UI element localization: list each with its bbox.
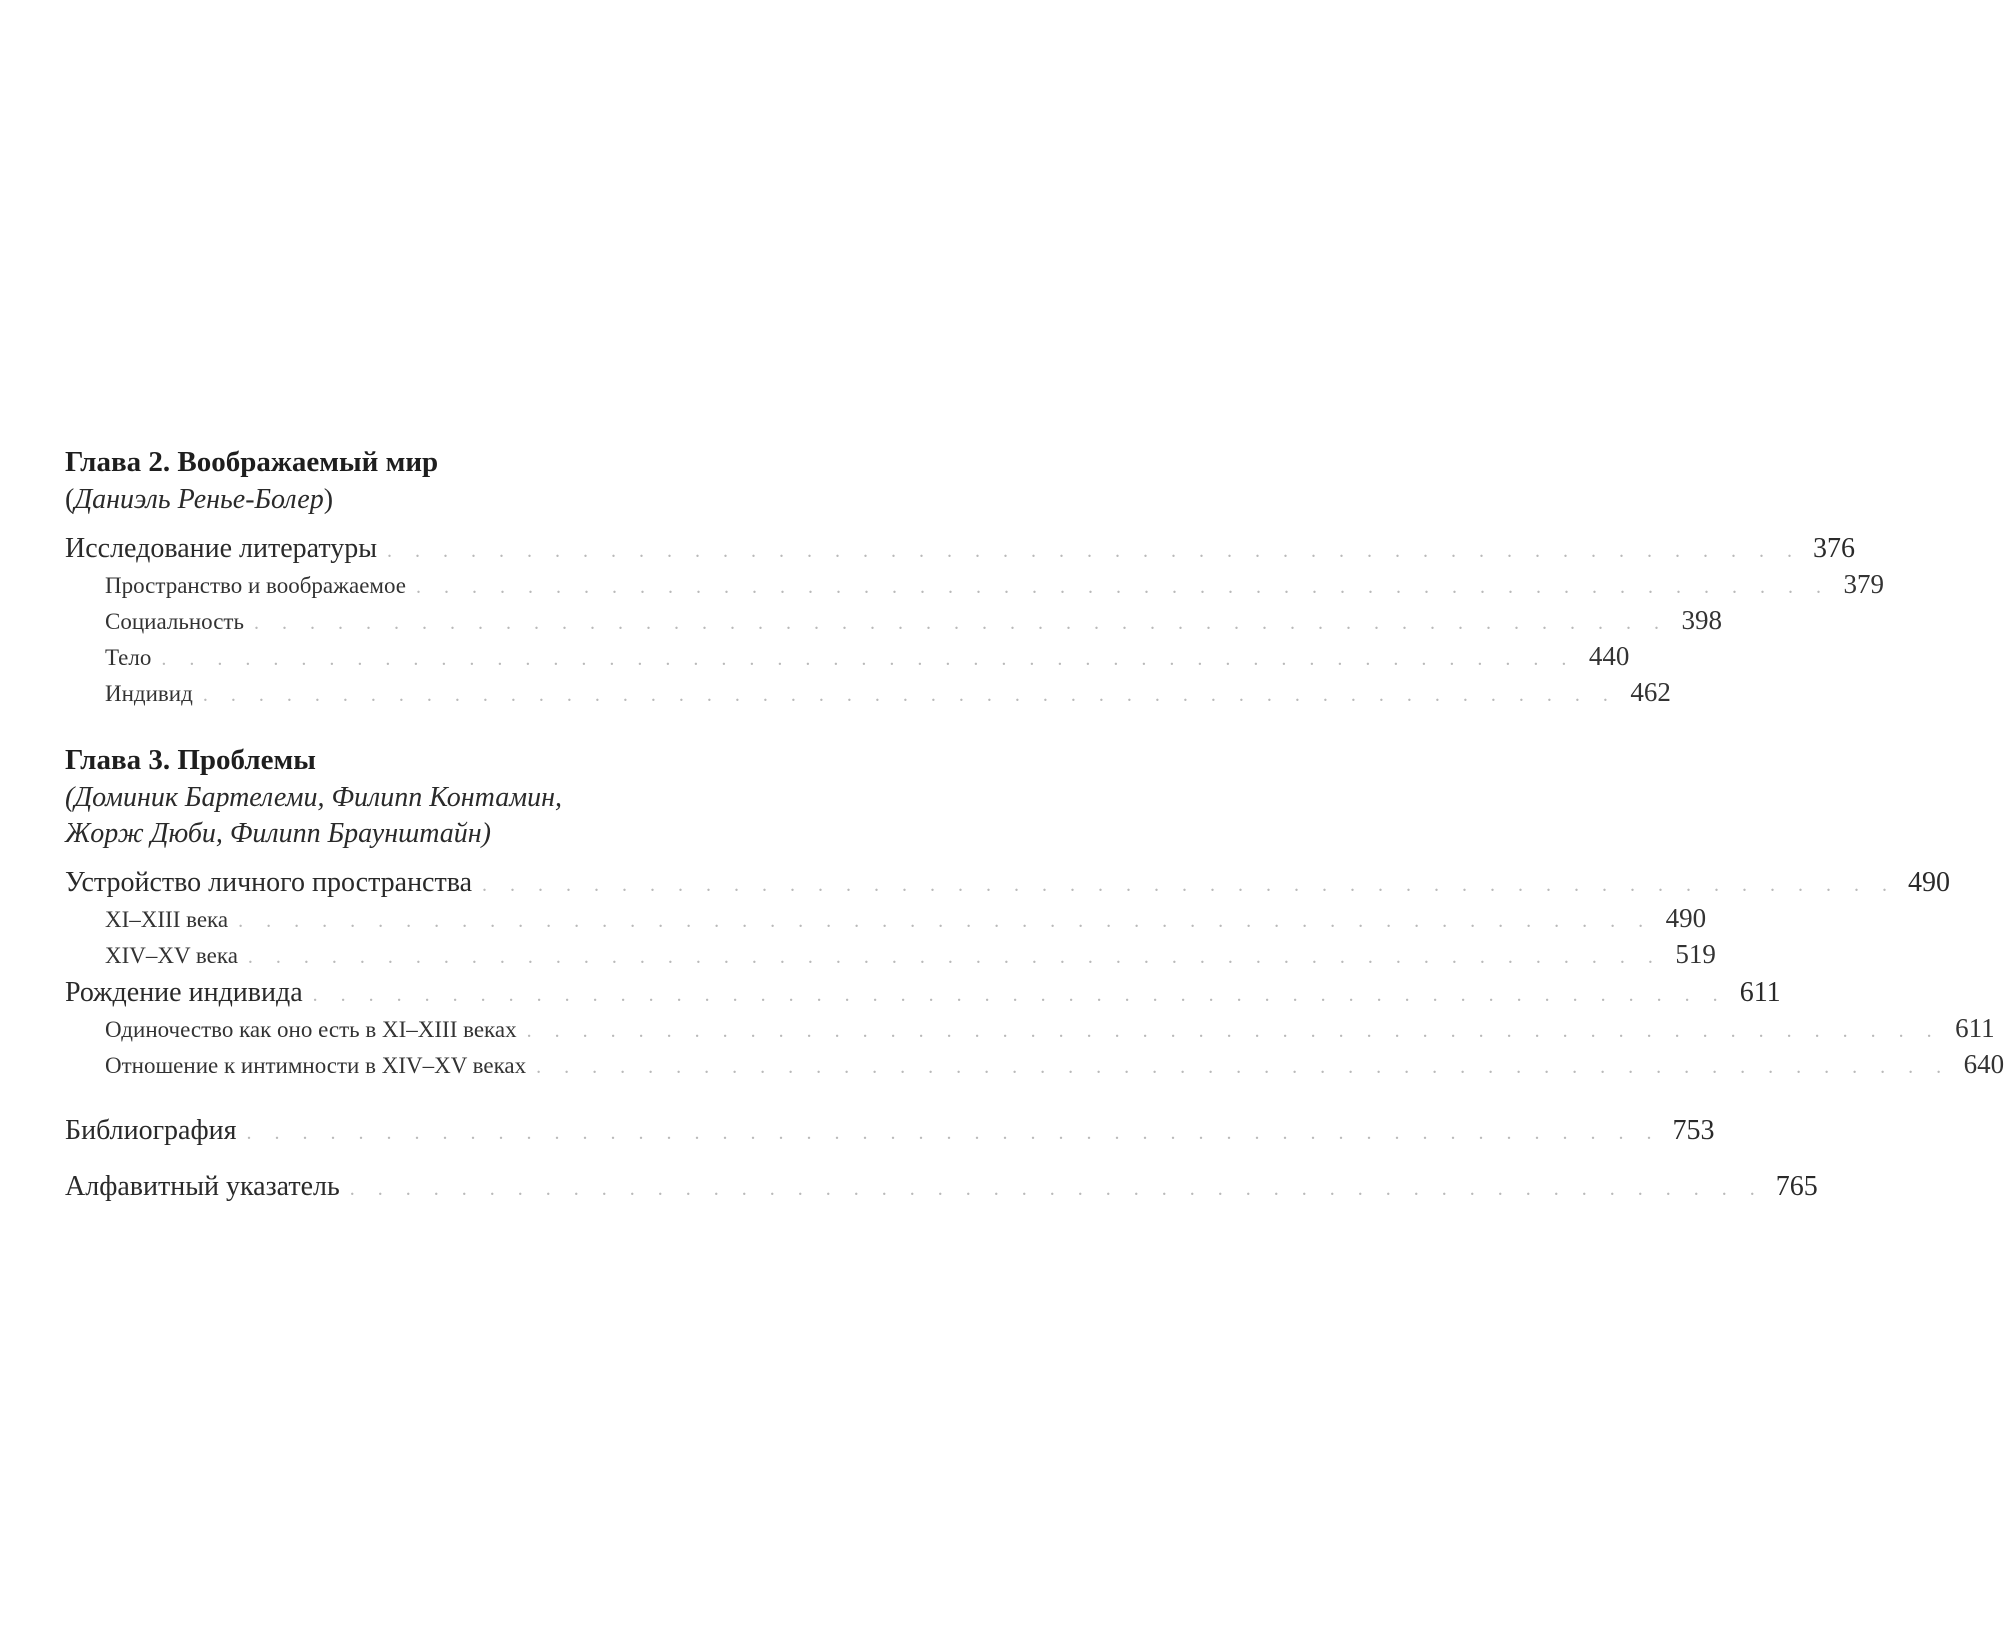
toc-subentry[interactable] — [65, 938, 1716, 974]
dot-leader: . . . . . . . . . . . . . . . . . . . . . . . . . . . . . . . . . . . . . . . . . . . . . . . . . . . — [536, 1056, 1951, 1078]
dot-leader: . . . . . . . . . . . . . . . . . . . . . . . . . . . . . . . . . . . . . . . . . . . . . . . . . . . — [246, 1122, 1661, 1144]
toc-entry-index[interactable] — [65, 1170, 1818, 1206]
toc-entry-label: Одиночество как оно есть в XI–XIII веках — [105, 1017, 517, 1042]
authors-line: Даниэль Ренье-Болер — [74, 484, 324, 515]
toc-subentry[interactable] — [65, 640, 1630, 676]
toc-entry-page: 640 — [1963, 1049, 2004, 1079]
authors-close-paren: ) — [323, 484, 334, 515]
toc-entry[interactable] — [65, 976, 1781, 1012]
dot-leader: . . . . . . . . . . . . . . . . . . . . . . . . . . . . . . . . . . . . . . . . . . . . . . . . . . . — [202, 684, 1617, 706]
back-matter — [65, 1114, 1818, 1206]
toc-entry-page: 611 — [1739, 977, 1781, 1008]
chapter-authors — [65, 482, 880, 518]
toc-subentry[interactable] — [65, 902, 1707, 938]
toc-entry[interactable] — [65, 532, 1856, 568]
toc-subentry[interactable] — [65, 1048, 2004, 1084]
toc-entry-page: 519 — [1675, 939, 1716, 969]
dot-leader: . . . . . . . . . . . . . . . . . . . . . . . . . . . . . . . . . . . . . . . . . . . . . . . . . . . — [247, 946, 1662, 968]
toc-subentry[interactable] — [65, 568, 1884, 604]
toc-entry-page: 490 — [1665, 903, 1707, 933]
toc-subentry[interactable] — [65, 676, 1671, 712]
toc-entry-label: XI–XIII века — [105, 907, 229, 932]
toc-subentry[interactable] — [65, 604, 1722, 640]
toc-entry-label: Тело — [105, 645, 152, 670]
dot-leader: . . . . . . . . . . . . . . . . . . . . . . . . . . . . . . . . . . . . . . . . . . . . . . . . . . . — [349, 1178, 1764, 1200]
toc-subentry[interactable] — [65, 1012, 1995, 1048]
authors-line: Жорж Дюби, Филипп Браунштайн) — [65, 818, 492, 849]
toc-entry-label: Пространство и воображаемое — [105, 573, 406, 598]
chapter-title: Глава 2. Воображаемый мир — [65, 446, 439, 478]
dot-leader: . . . . . . . . . . . . . . . . . . . . . . . . . . . . . . . . . . . . . . . . . . . . . . . . . . . — [312, 984, 1727, 1006]
authors-line: (Доминик Бартелеми, Филипп Контамин, — [65, 782, 562, 813]
dot-leader: . . . . . . . . . . . . . . . . . . . . . . . . . . . . . . . . . . . . . . . . . . . . . . . . . . . — [161, 648, 1576, 670]
toc-entry-page: 376 — [1813, 533, 1856, 564]
dot-leader: . . . . . . . . . . . . . . . . . . . . . . . . . . . . . . . . . . . . . . . . . . . . . . . . . . . — [387, 540, 1802, 562]
toc-entry-label: Индивид — [105, 681, 193, 706]
toc-entry-page: 753 — [1672, 1115, 1715, 1146]
toc-entry-label: Отношение к интимности в XIV–XV веках — [105, 1053, 527, 1078]
toc-entry-label: Исследование литературы — [65, 533, 378, 564]
toc-entry-page: 765 — [1775, 1171, 1818, 1202]
chapter-title: Глава 3. Проблемы — [65, 744, 316, 776]
dot-leader: . . . . . . . . . . . . . . . . . . . . . . . . . . . . . . . . . . . . . . . . . . . . . . . . . . . — [238, 910, 1653, 932]
toc-entry-label: Библиография — [65, 1115, 237, 1146]
toc-entry-label: Социальность — [105, 609, 244, 634]
toc-entry-page: 379 — [1843, 569, 1884, 599]
chapter-authors — [65, 780, 880, 852]
toc-entry-page: 490 — [1908, 867, 1950, 898]
toc-entry-page: 440 — [1588, 641, 1630, 671]
toc-entry-page: 398 — [1681, 605, 1722, 635]
toc-entry-bibliography[interactable] — [65, 1114, 1715, 1150]
dot-leader: . . . . . . . . . . . . . . . . . . . . . . . . . . . . . . . . . . . . . . . . . . . . . . . . . . . — [526, 1020, 1941, 1042]
toc-entry-label: XIV–XV века — [105, 943, 238, 968]
toc-entry-label: Устройство личного пространства — [65, 867, 472, 898]
chapter-entries — [65, 532, 1884, 712]
chapter-3 — [65, 742, 2004, 1084]
toc-entry-label: Алфавитный указатель — [65, 1171, 340, 1202]
dot-leader: . . . . . . . . . . . . . . . . . . . . . . . . . . . . . . . . . . . . . . . . . . . . . . . . . . . — [482, 874, 1896, 896]
chapter-2 — [65, 444, 1884, 712]
chapter-entries — [65, 866, 2004, 1084]
toc-entry[interactable] — [65, 866, 1950, 902]
table-of-contents — [65, 444, 2004, 1226]
toc-entry-page: 611 — [1955, 1013, 1995, 1043]
dot-leader: . . . . . . . . . . . . . . . . . . . . . . . . . . . . . . . . . . . . . . . . . . . . . . . . . . . — [253, 612, 1668, 634]
toc-entry-label: Рождение индивида — [65, 977, 303, 1008]
dot-leader: . . . . . . . . . . . . . . . . . . . . . . . . . . . . . . . . . . . . . . . . . . . . . . . . . . . — [415, 576, 1830, 598]
authors-open-paren: ( — [65, 484, 75, 515]
toc-entry-page: 462 — [1630, 677, 1671, 707]
